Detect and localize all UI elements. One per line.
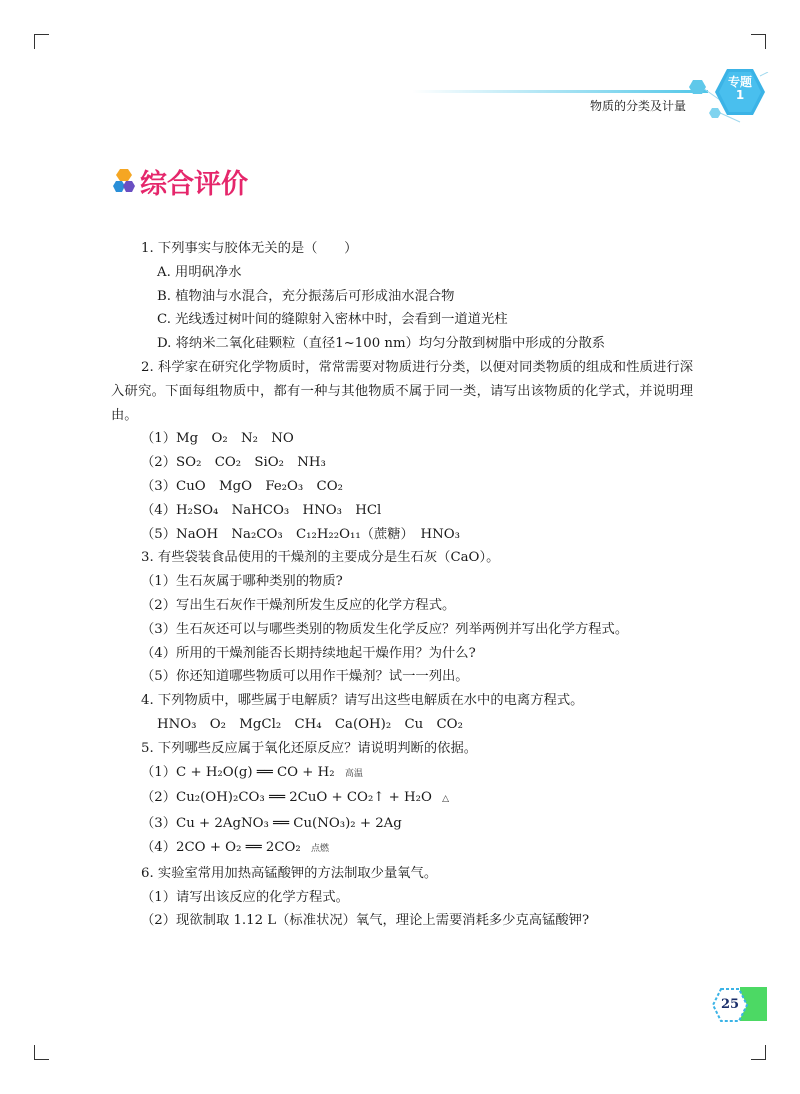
q3-sub-3: （3）生石灰还可以与哪些类别的物质发生化学反应？列举两例并写出化学方程式。: [141, 621, 629, 637]
page-title: 综合评价: [140, 169, 248, 200]
q6-stem: 6. 实验室常用加热高锰酸钾的方法制取少量氧气。: [141, 865, 438, 881]
q5-reaction-1-condition: 高温: [344, 768, 363, 779]
q5-reaction-4: [111, 836, 693, 862]
q1-option-a: A. 用明矾净水: [157, 264, 242, 280]
q5-reaction-4-condition: 点燃: [310, 843, 329, 854]
q5-reaction-1: [111, 761, 693, 787]
q2-group-3: （3）CuO MgO Fe₂O₃ CO₂: [141, 478, 343, 494]
q4-substance-list: HNO₃ O₂ MgCl₂ CH₄ Ca(OH)₂ Cu CO₂: [157, 716, 463, 732]
crop-mark-bottom-left: [34, 1045, 49, 1060]
q2-group-2: （2）SO₂ CO₂ SiO₂ NH₃: [141, 455, 326, 471]
q6-sub-2: （2）现欲制取 1.12 L（标准状况）氧气，理论上需要消耗多少克高锰酸钾?: [141, 913, 590, 929]
q2-group-5: （5）NaOH Na₂CO₃ C₁₂H₂₂O₁₁（蔗糖） HNO₃: [141, 526, 460, 542]
q3-sub-1: （1）生石灰属于哪种类别的物质?: [141, 574, 343, 590]
q1-option-b: B. 植物油与水混合，充分振荡后可形成油水混合物: [157, 288, 455, 304]
q3-sub-2: （2）写出生石灰作干燥剂所发生反应的化学方程式。: [141, 597, 456, 613]
q2-group-1: （1）Mg O₂ N₂ NO: [141, 431, 294, 447]
exercise-list: [111, 237, 693, 933]
crop-mark-top-left: [34, 34, 49, 49]
q6-sub-1: （1）请写出该反应的化学方程式。: [141, 889, 349, 905]
chapter-badge-number: 1: [735, 88, 745, 102]
q5-reaction-4-equation: （4）2CO + O₂ ══ 2CO₂: [141, 839, 301, 855]
q3-sub-5: （5）你还知道哪些物质可以用作干燥剂？试一一列出。: [141, 669, 469, 685]
q5-reaction-1-equation: （1）C + H₂O(g) ══ CO + H₂: [141, 764, 335, 780]
q5-stem: 5. 下列哪些反应属于氧化还原反应？请说明判断的依据。: [141, 740, 478, 756]
q3-sub-4: （4）所用的干燥剂能否长期持续地起干燥作用？为什么?: [141, 645, 476, 661]
q5-reaction-2-condition: △: [442, 794, 450, 805]
q5-reaction-3: （3）Cu + 2AgNO₃ ══ Cu(NO₃)₂ + 2Ag: [141, 816, 402, 832]
q2-stem: 2. 科学家在研究化学物质时，常常需要对物质进行分类，以便对同类物质的组成和性质进行深入研究。下面每组物质中，都有一种与其他物质不属于同一类，请写出该物质的化学式，并说明理由。: [111, 359, 693, 423]
q1-stem: 1. 下列事实与胶体无关的是（ ）: [141, 241, 358, 256]
chapter-badge: [714, 76, 766, 102]
header-accent-line: [412, 90, 708, 93]
section-name: 物质的分类及计量: [590, 99, 687, 113]
q2-group-4: （4）H₂SO₄ NaHCO₃ HNO₃ HCl: [141, 502, 382, 518]
q5-reaction-2-equation: （2）Cu₂(OH)₂CO₃ ══ 2CuO + CO₂↑ + H₂O: [141, 790, 432, 806]
q1-option-c: C. 光线透过树叶间的缝隙射入密林中时，会看到一道道光柱: [157, 312, 508, 328]
crop-mark-top-right: [751, 34, 766, 49]
page-number: 25: [720, 997, 740, 1012]
q5-reaction-2: [111, 786, 693, 812]
hexagon-cluster-icon: [112, 168, 136, 194]
crop-mark-bottom-right: [751, 1045, 766, 1060]
q4-stem: 4. 下列物质中，哪些属于电解质？请写出这些电解质在水中的电离方程式。: [141, 693, 584, 709]
q1-option-d: D. 将纳米二氧化硅颗粒（直径1~100 nm）均匀分散到树脂中形成的分散系: [157, 336, 606, 352]
chapter-badge-label: 专题: [727, 75, 752, 89]
q3-stem: 3. 有些袋装食品使用的干燥剂的主要成分是生石灰（CaO）。: [141, 550, 500, 566]
